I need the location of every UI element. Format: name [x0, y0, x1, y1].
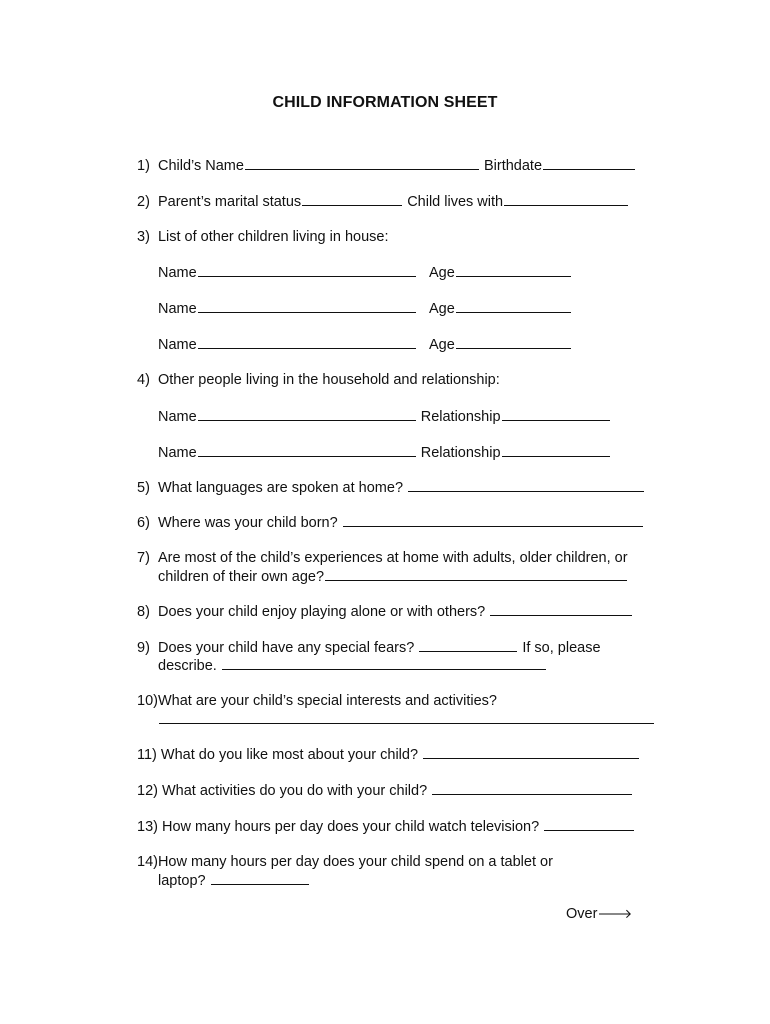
question-number: 4) — [137, 372, 150, 388]
child-name-field[interactable] — [198, 263, 416, 277]
tablet-hours-field[interactable] — [211, 871, 309, 885]
name-label: Name — [158, 409, 197, 425]
question-number: 8) — [137, 604, 150, 620]
question-number: 1) — [137, 158, 150, 174]
question-11 — [137, 745, 640, 764]
relationship-label: Relationship — [420, 409, 501, 425]
child-row-3-age — [429, 335, 572, 354]
child-row-1 — [158, 263, 417, 282]
if-so-label: If so, please — [522, 640, 601, 656]
like-most-label: 11) What do you like most about your child? — [137, 747, 419, 763]
question-7 — [137, 549, 628, 567]
person-row-2 — [158, 443, 611, 462]
child-row-1-age — [429, 263, 572, 282]
question-2 — [137, 192, 629, 211]
question-8 — [137, 602, 633, 621]
question-12 — [137, 781, 633, 800]
experiences-label: Are most of the child’s experiences at home with adults, older children, or — [157, 550, 628, 566]
question-5 — [137, 478, 645, 497]
child-age-field[interactable] — [456, 263, 571, 277]
marital-status-label: Parent’s marital status — [157, 194, 302, 210]
fears-label: Does your child have any special fears? — [157, 640, 415, 656]
describe-label: describe. — [158, 658, 217, 674]
other-people-label: Other people living in the household and relationship: — [157, 372, 500, 388]
child-name-field[interactable] — [198, 335, 416, 349]
child-age-field[interactable] — [456, 335, 571, 349]
question-14 — [137, 853, 553, 871]
question-7-continued — [158, 567, 628, 586]
question-10 — [137, 692, 497, 710]
name-label: Name — [158, 301, 197, 317]
childs-name-label: Child’s Name — [157, 158, 244, 174]
question-9 — [137, 638, 601, 657]
relationship-label: Relationship — [420, 445, 501, 461]
languages-field[interactable] — [408, 478, 644, 492]
person-name-field[interactable] — [198, 443, 416, 457]
over-label: Over — [566, 906, 598, 922]
television-field[interactable] — [544, 817, 634, 831]
birthdate-field[interactable] — [543, 156, 635, 170]
relationship-field[interactable] — [502, 407, 610, 421]
childs-name-field[interactable] — [245, 156, 479, 170]
playing-field[interactable] — [490, 602, 632, 616]
activities-field[interactable] — [432, 781, 632, 795]
question-14-continued — [158, 871, 310, 890]
interests-label: 10)What are your child’s special interests and activities? — [137, 693, 497, 709]
fears-field[interactable] — [419, 638, 517, 652]
child-lives-with-label: Child lives with — [407, 194, 504, 210]
name-label: Name — [158, 265, 197, 281]
child-lives-with-field[interactable] — [504, 192, 628, 206]
arrow-right-icon: 🡒 — [597, 907, 633, 922]
question-4 — [137, 371, 500, 389]
child-row-2 — [158, 299, 417, 318]
over-indicator — [566, 905, 632, 924]
like-most-field[interactable] — [423, 745, 639, 759]
age-label: Age — [429, 337, 455, 353]
person-name-field[interactable] — [198, 407, 416, 421]
tablet-label: 14)How many hours per day does your child spend on a tablet or — [137, 854, 553, 870]
birthplace-field[interactable] — [343, 513, 643, 527]
person-row-1 — [158, 407, 611, 426]
age-label: Age — [429, 265, 455, 281]
question-3 — [137, 228, 389, 246]
question-number: 2) — [137, 194, 150, 210]
question-1 — [137, 156, 636, 175]
name-label: Name — [158, 337, 197, 353]
age-label: Age — [429, 301, 455, 317]
question-10-answer — [158, 710, 655, 729]
child-name-field[interactable] — [198, 299, 416, 313]
question-number: 3) — [137, 229, 150, 245]
child-row-2-age — [429, 299, 572, 318]
question-number: 9) — [137, 640, 150, 656]
languages-label: What languages are spoken at home? — [157, 480, 404, 496]
name-label: Name — [158, 445, 197, 461]
question-13 — [137, 817, 635, 836]
relationship-field[interactable] — [502, 443, 610, 457]
other-children-label: List of other children living in house: — [157, 229, 389, 245]
question-9-continued — [158, 656, 547, 675]
birthdate-label: Birthdate — [483, 158, 543, 174]
laptop-label: laptop? — [158, 873, 206, 889]
television-label: 13) How many hours per day does your child watch television? — [137, 819, 540, 835]
describe-field[interactable] — [222, 656, 546, 670]
question-number: 5) — [137, 480, 150, 496]
experiences-field[interactable] — [325, 567, 627, 581]
question-6 — [137, 513, 644, 532]
child-age-field[interactable] — [456, 299, 571, 313]
activities-label: 12) What activities do you do with your child? — [137, 783, 428, 799]
interests-field[interactable] — [159, 710, 654, 724]
child-row-3 — [158, 335, 417, 354]
birthplace-label: Where was your child born? — [157, 515, 338, 531]
playing-label: Does your child enjoy playing alone or with others? — [157, 604, 486, 620]
question-number: 6) — [137, 515, 150, 531]
marital-status-field[interactable] — [302, 192, 402, 206]
page-title: CHILD INFORMATION SHEET — [272, 94, 498, 111]
question-number: 7) — [137, 550, 150, 566]
experiences-label-continued: children of their own age? — [158, 569, 325, 585]
